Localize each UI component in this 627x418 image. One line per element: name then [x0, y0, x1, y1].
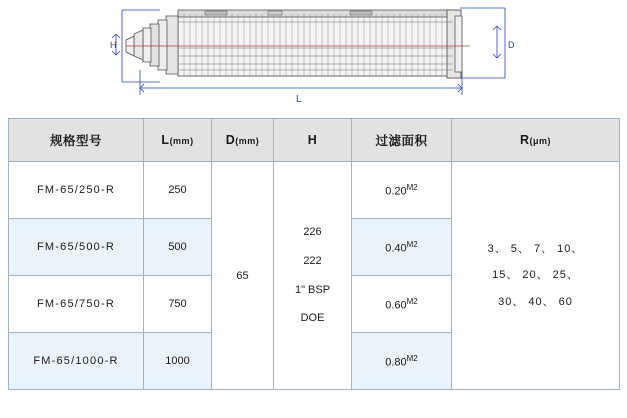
- table-row: [9, 162, 620, 219]
- cell-length: 500: [144, 219, 212, 276]
- filter-area-unit: M2: [406, 239, 418, 249]
- col-header-diameter: [212, 119, 274, 162]
- col-header-diameter-text: D: [225, 133, 236, 147]
- endcap-option: 1" BSP: [294, 283, 331, 296]
- specification-table: [8, 118, 620, 390]
- filter-area-value: 0.40: [385, 242, 407, 255]
- endcap-option: 222: [303, 254, 322, 267]
- col-header-endcap-text: H: [307, 133, 318, 147]
- cell-length: 1000: [144, 333, 212, 390]
- micron-rating-line: 15、 20、 25、: [492, 269, 579, 282]
- col-header-model-text: 规格型号: [49, 134, 102, 148]
- filter-area-unit: M2: [406, 296, 418, 306]
- filter-area-value: 0.20: [385, 185, 407, 198]
- cartridge-body: [126, 10, 470, 78]
- col-header-area-text: 过滤面积: [375, 134, 428, 148]
- cell-filter-area: [352, 333, 452, 390]
- filter-area-unit: M2: [406, 353, 418, 363]
- filter-area-unit: M2: [406, 182, 418, 192]
- col-header-rating: [452, 119, 620, 162]
- dimension-label-h: H: [110, 40, 117, 50]
- cell-filter-area: [352, 162, 452, 219]
- col-header-length-unit: (mm): [169, 136, 194, 146]
- dimension-label-d: D: [508, 40, 515, 50]
- product-drawing: [0, 0, 627, 112]
- col-header-rating-text: R: [519, 133, 530, 147]
- col-header-length: [144, 119, 212, 162]
- filter-cartridge-diagram: [0, 0, 627, 112]
- micron-rating-line: 30、 40、 60: [498, 295, 573, 308]
- filter-area-value: 0.60: [385, 299, 407, 312]
- cell-micron-ratings: [452, 162, 620, 390]
- endcap-option: DOE: [300, 312, 325, 325]
- cell-model: FM-65/500-R: [9, 219, 144, 276]
- cell-model: FM-65/250-R: [9, 162, 144, 219]
- cell-diameter: 65: [212, 162, 274, 390]
- dimension-label-l: L: [296, 94, 302, 105]
- cell-model: FM-65/750-R: [9, 276, 144, 333]
- col-header-rating-unit: (μm): [529, 136, 552, 146]
- cell-length: 250: [144, 162, 212, 219]
- cell-endcap-options: [274, 162, 352, 390]
- cell-model: FM-65/1000-R: [9, 333, 144, 390]
- cell-length: 750: [144, 276, 212, 333]
- col-header-diameter-unit: (mm): [235, 136, 260, 146]
- table-header-row: [9, 119, 620, 162]
- col-header-area: [352, 119, 452, 162]
- col-header-model: [9, 119, 144, 162]
- col-header-length-text: L: [161, 133, 170, 147]
- filter-area-value: 0.80: [385, 356, 407, 369]
- cell-filter-area: [352, 276, 452, 333]
- col-header-endcap: [274, 119, 352, 162]
- cell-filter-area: [352, 219, 452, 276]
- micron-rating-line: 3、 5、 7、 10、: [487, 242, 584, 255]
- specification-table-container: [8, 118, 619, 390]
- endcap-option: 226: [303, 226, 322, 239]
